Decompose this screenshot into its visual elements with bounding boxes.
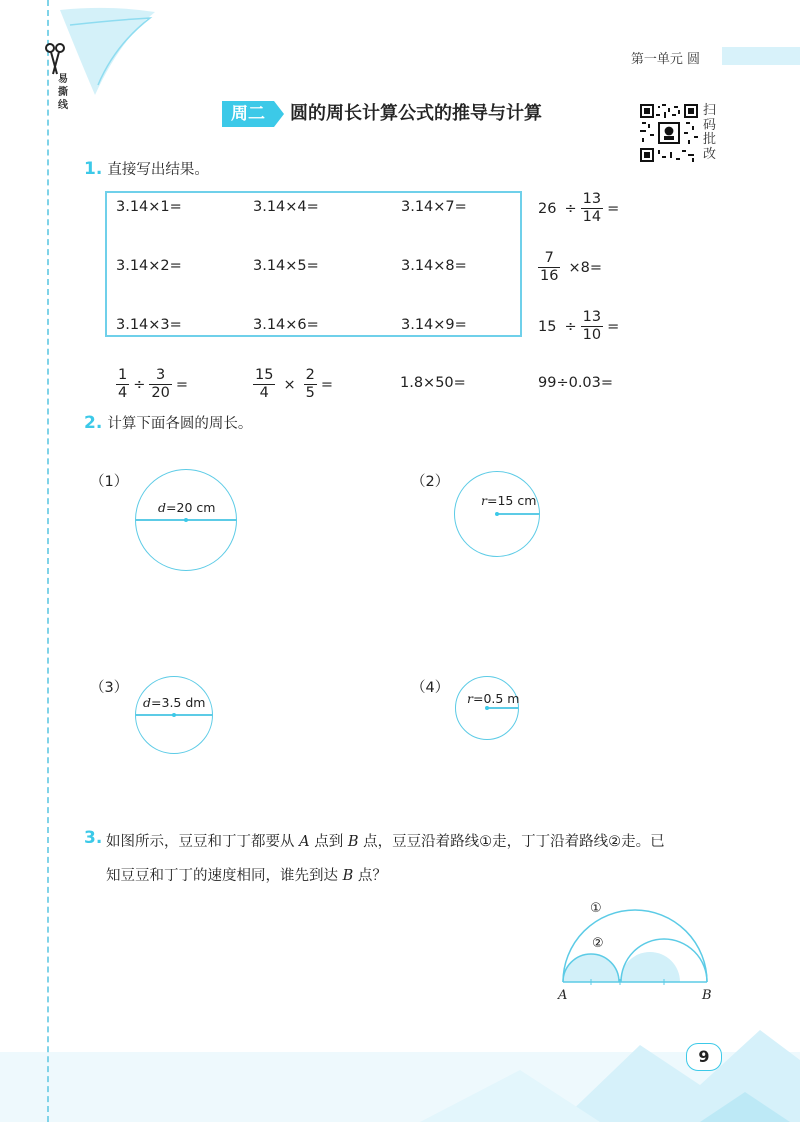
route-2-label: ②	[592, 936, 604, 951]
point-b: B	[342, 868, 354, 884]
box-equation: 3.14×1=	[116, 199, 182, 215]
scan-char-3: 批	[703, 132, 717, 147]
bottom-equation-a	[116, 367, 192, 402]
circle-3-label	[143, 695, 205, 710]
numerator: 2	[305, 367, 315, 383]
question-3-line-1	[106, 830, 665, 851]
tear-line-char-1: 易	[58, 74, 68, 85]
box-equation: 3.14×7=	[401, 199, 467, 215]
circle-4-center	[485, 706, 489, 710]
circle-2-label	[481, 493, 536, 508]
denominator: 4	[259, 385, 269, 401]
bottom-equation-c: 1.8×50=	[400, 375, 466, 391]
box-equation: 3.14×4=	[253, 199, 319, 215]
denominator: 10	[582, 327, 602, 343]
left-arc-fill	[563, 954, 619, 982]
circle-3-center	[172, 713, 176, 717]
denominator: 16	[540, 268, 559, 284]
text: 点到	[309, 834, 348, 850]
header-bar	[722, 47, 800, 65]
title-tag: 周二	[222, 101, 274, 127]
numerator: 13	[582, 191, 602, 207]
question-2-number: 2.	[84, 413, 103, 433]
scissors-icon	[44, 42, 66, 76]
box-equation: 3.14×2=	[116, 258, 182, 274]
scan-char-2: 码	[703, 117, 717, 133]
diagram-point-b: B	[702, 988, 712, 1003]
title-tag-arrow	[274, 101, 284, 127]
cut-line	[47, 0, 49, 1122]
operator: ÷	[564, 200, 577, 217]
equals: =	[607, 200, 620, 217]
scan-char-1: 扫	[703, 103, 717, 118]
unit-label: 第一单元 圆	[630, 52, 700, 67]
operator: ÷	[564, 318, 577, 335]
variable: d	[143, 695, 152, 710]
fraction	[149, 367, 171, 402]
variable: r	[481, 493, 487, 508]
bottom-equation-b	[253, 367, 337, 402]
side-equation-b	[538, 250, 606, 285]
numerator: 7	[538, 250, 560, 268]
scan-char-4: 改	[703, 146, 717, 162]
point-b: B	[347, 834, 359, 850]
text: 点？	[353, 868, 387, 884]
text: 知豆豆和丁丁的速度相同，谁先到达	[106, 868, 343, 884]
variable: r	[467, 691, 473, 706]
question-1-prompt: 直接写出结果。	[107, 162, 209, 178]
scan-to-grade-label	[703, 104, 719, 162]
box-equation: 3.14×6=	[253, 317, 319, 333]
side-equation-a	[538, 191, 623, 226]
measure: =15 cm	[486, 493, 537, 508]
circle-4-label	[467, 691, 520, 706]
question-2-prompt: 计算下面各圆的周长。	[107, 416, 253, 432]
question-3-line-2	[106, 864, 387, 885]
circle-4-radius	[487, 707, 519, 709]
question-2-heading	[84, 412, 252, 433]
tear-line-char-3: 线	[58, 100, 68, 111]
box-equation: 3.14×5=	[253, 258, 319, 274]
fraction	[581, 191, 603, 226]
equals: =	[607, 318, 620, 335]
fraction	[253, 367, 275, 402]
fraction	[581, 309, 603, 344]
numerator: 13	[582, 309, 602, 325]
diagram-point-a: A	[558, 988, 568, 1003]
operator: ×	[283, 376, 296, 393]
question-1-number: 1.	[84, 159, 103, 179]
sub-question-label: （3）	[90, 680, 129, 696]
box-equation: 3.14×8=	[401, 258, 467, 274]
bottom-equation-d: 99÷0.03=	[538, 375, 614, 391]
denominator: 20	[151, 385, 170, 401]
measure: =3.5 dm	[151, 695, 206, 710]
denominator: 5	[305, 385, 315, 401]
operator-tail: ×8=	[568, 259, 602, 276]
denominator: 14	[582, 209, 602, 225]
sub-question-label: （2）	[411, 474, 450, 490]
sub-question-label: （1）	[90, 474, 129, 490]
fraction	[116, 367, 129, 402]
sub-question-label: （4）	[411, 680, 450, 696]
route-1-label: ①	[590, 901, 602, 916]
box-equation: 3.14×9=	[401, 317, 467, 333]
question-3-number: 3.	[84, 828, 103, 848]
circle-1-center	[184, 518, 188, 522]
measure: =0.5 m	[472, 691, 520, 706]
numerator: 3	[149, 367, 171, 385]
operator: ÷	[133, 376, 146, 393]
tear-line-char-2: 撕	[58, 87, 68, 98]
circle-2-radius	[497, 513, 540, 515]
equals: =	[320, 376, 333, 393]
circle-2-center	[495, 512, 499, 516]
text: 点，豆豆沿着路线①走，丁丁沿着路线②走。已	[358, 834, 665, 850]
whole-number: 15	[538, 318, 557, 335]
equals: =	[175, 376, 188, 393]
page-title: 圆的周长计算公式的推导与计算	[290, 103, 542, 124]
question-1-heading	[84, 158, 209, 179]
numerator: 1	[118, 367, 128, 383]
text: 如图所示，豆豆和丁丁都要从	[106, 834, 300, 850]
variable: d	[158, 500, 167, 515]
qr-code-icon[interactable]	[640, 104, 698, 162]
circle-1-label	[158, 500, 215, 515]
box-equation: 3.14×3=	[116, 317, 182, 333]
fraction	[538, 250, 560, 285]
measure: =20 cm	[166, 500, 216, 515]
whole-number: 26	[538, 200, 557, 217]
side-equation-c	[538, 309, 623, 344]
fraction	[304, 367, 317, 402]
point-a: A	[299, 834, 310, 850]
numerator: 15	[255, 367, 274, 383]
route-diagram	[555, 895, 725, 1010]
denominator: 4	[118, 385, 128, 401]
page-number: 9	[686, 1043, 722, 1071]
